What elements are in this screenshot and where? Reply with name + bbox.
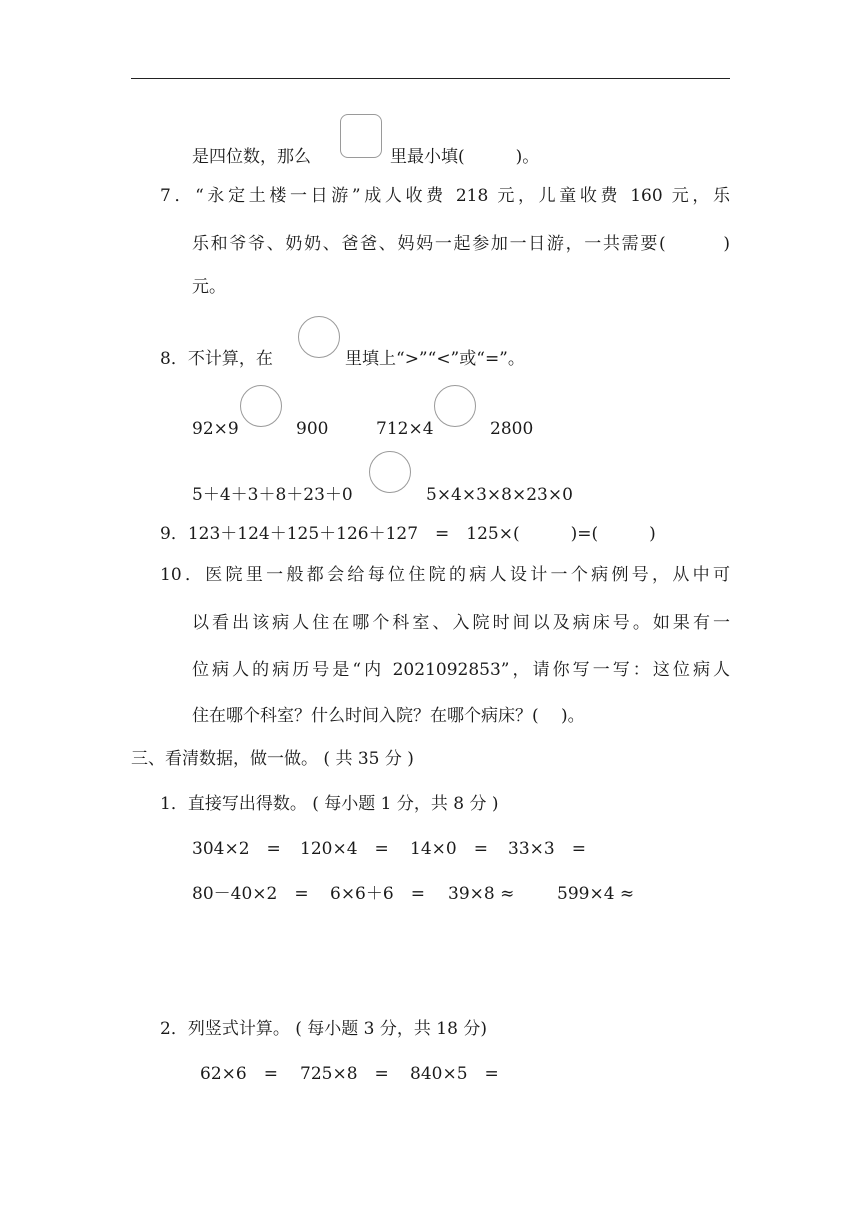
q8-expr-right: 900 (296, 419, 329, 439)
compare-circle-2[interactable] (434, 385, 476, 427)
q10-line-3: 位病人的病历号是“内 2021092853”，请你写一写：这位病人 (192, 660, 730, 680)
q8-prompt-after: 里填上“>”“<”或“=”。 (345, 349, 525, 369)
q9-text: 9．123＋124＋125＋126＋127 = 125×( )=( ) (160, 524, 656, 544)
calc-item: 80－40×2 = (192, 884, 309, 904)
q7-line-2: 乐和爷爷、奶奶、爸爸、妈妈一起参加一日游，一共需要( ) (192, 234, 730, 254)
compare-circle-3[interactable] (369, 451, 411, 493)
calc-item: 33×3 = (508, 839, 586, 859)
calc-item: 14×0 = (410, 839, 488, 859)
q10-line-2: 以看出该病人住在哪个科室、入院时间以及病床号。如果有一 (192, 613, 730, 633)
q8-expr-left: 92×9 (192, 419, 239, 439)
q8-expr-left: 5＋4＋3＋8＋23＋0 (192, 485, 353, 505)
calc-item: 39×8 ≈ (448, 884, 515, 904)
vertical-calc-item: 840×5 = (410, 1064, 499, 1084)
q10-line-1: 10．医院里一般都会给每位住院的病人设计一个病例号，从中可 (160, 565, 730, 585)
q7-line-3: 元。 (192, 277, 226, 297)
q10-line-4: 住在哪个科室？什么时间入院？在哪个病床？( )。 (192, 706, 585, 726)
q8-prompt-before: 8．不计算，在 (160, 349, 273, 369)
calc-item: 599×4 ≈ (557, 884, 635, 904)
vertical-calc-item: 62×6 = (200, 1064, 278, 1084)
header-rule (131, 78, 730, 79)
part-1-title: 1．直接写出得数。 ( 每小题 1 分，共 8 分 ) (160, 794, 499, 814)
compare-circle-example (298, 316, 340, 358)
q6-text-before-box: 是四位数，那么 (192, 147, 311, 167)
vertical-calc-item: 725×8 = (300, 1064, 389, 1084)
calc-item: 304×2 = (192, 839, 281, 859)
compare-circle-1[interactable] (240, 385, 282, 427)
part-2-title: 2．列竖式计算。 ( 每小题 3 分，共 18 分) (160, 1019, 487, 1039)
q8-expr-right: 2800 (490, 419, 534, 439)
q7-line-1: 7．“永定土楼一日游”成人收费 218 元，儿童收费 160 元，乐 (160, 186, 730, 206)
calc-item: 6×6＋6 = (330, 884, 425, 904)
q8-expr-left: 712×4 (376, 419, 434, 439)
q8-expr-right: 5×4×3×8×23×0 (426, 485, 573, 505)
q6-text-after-box: 里最小填( )。 (390, 147, 540, 167)
calc-item: 120×4 = (300, 839, 389, 859)
section-3-title: 三、看清数据，做一做。 ( 共 35 分 ) (131, 749, 414, 769)
answer-box[interactable] (340, 114, 382, 158)
